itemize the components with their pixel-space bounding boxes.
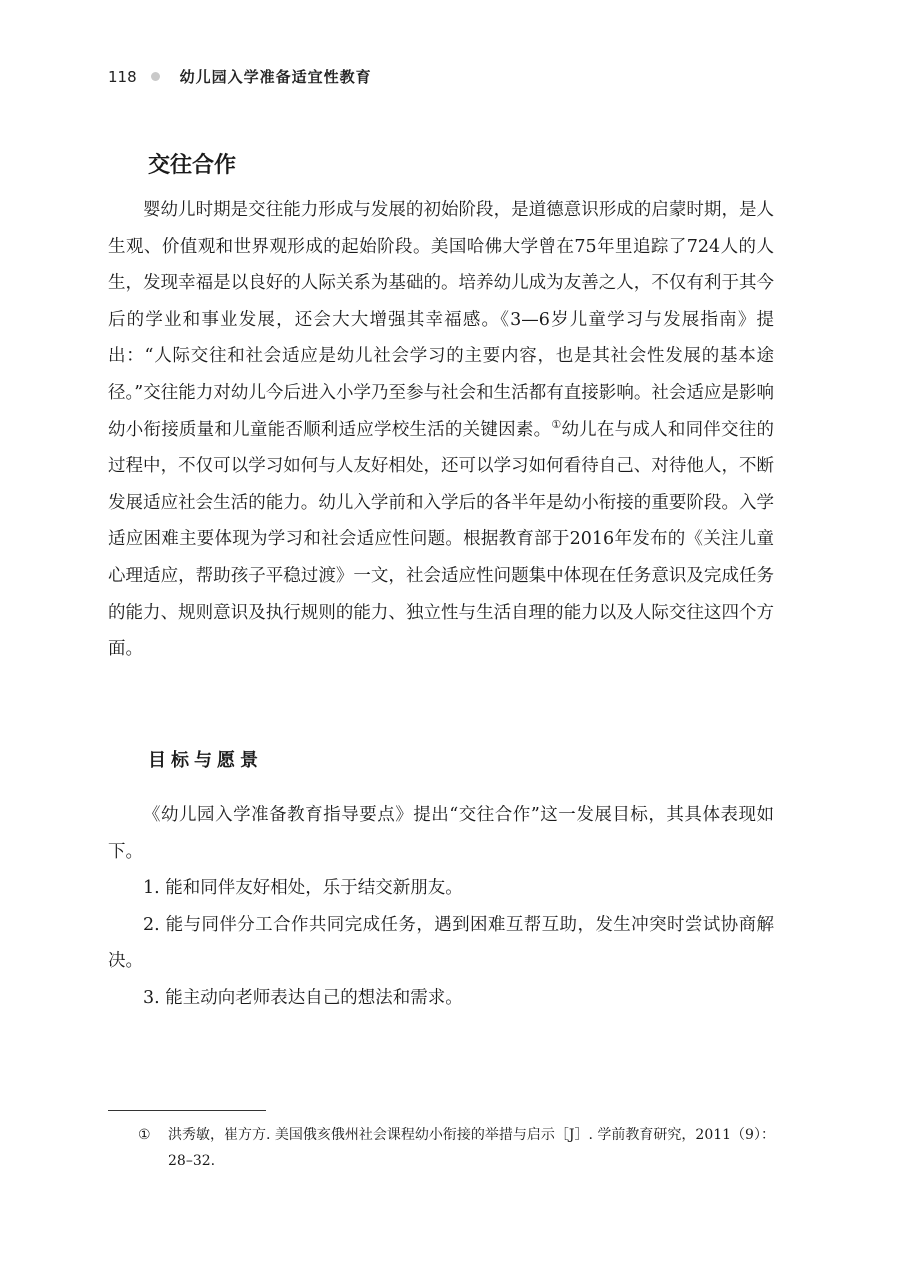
goal-item-1: 1. 能和同伴友好相处，乐于结交新朋友。 (143, 878, 463, 898)
page-number: 118 (108, 67, 137, 86)
goal-list (108, 870, 774, 1016)
goal-item-3: 3. 能主动向老师表达自己的想法和需求。 (143, 987, 463, 1008)
running-header (108, 66, 372, 87)
intro-text-part-2: 幼儿在与成人和同伴交往的过程中，不仅可以学习如何与人友好相处，还可以学习如何看待自己、对待他人，不断发展适应社会生活的能力。幼儿入学前和入学后的各半年是幼小衔接的重要阶段。入学适应困难主要体现为学习和社会适应性问题。根据教育部于2016年发布的《关注儿童心理适应，帮助孩子平稳过渡》一文，社会适应性问题集中体现在任务意识及完成任务的能力、规则意识及执行规则的能力、独立性与生活自理的能力以及人际交往这四个方面。 (108, 419, 775, 660)
intro-text-part-1: 婴幼儿时期是交往能力形成与发展的初始阶段，是道德意识形成的启蒙时期，是人生观、价值观和世界观形成的起始阶段。美国哈佛大学曾在75年里追踪了724人的人生，发现幸福是以良好的人际关系为基础的。培养幼儿成为友善之人，不仅有利于其今后的学业和事业发展，还会大大增强其幸福感。《3—6岁儿童学习与发展指南》提出：“人际交往和社会适应是幼儿社会学习的主要内容，也是其社会性发展的基本途径。”交往能力对幼儿今后进入小学乃至参与社会和生活都有直接影响。社会适应是影响幼小衔接质量和儿童能否顺利适应学校生活的关键因素。 (108, 200, 774, 440)
header-dot-ornament (151, 72, 160, 81)
goal-item-2: 2. 能与同伴分工合作共同完成任务，遇到困难互帮互助，发生冲突时尝试协商解决。 (108, 914, 774, 972)
footnote-reference[interactable]: ① (551, 417, 562, 431)
goals-intro-paragraph: 《幼儿园入学准备教育指导要点》提出“交往合作”这一发展目标，其具体表现如下。 (108, 805, 774, 862)
footnote-number: ① (138, 1127, 151, 1143)
footnote-text: 洪秀敏，崔方方. 美国俄亥俄州社会课程幼小衔接的举措与启示［J］. 学前教育研究，2011（9）：28–32. (168, 1127, 775, 1169)
goals-subtitle: 目标与愿景 (148, 750, 263, 771)
intro-paragraph (108, 192, 774, 668)
book-title: 幼儿园入学准备适宜性教育 (179, 68, 372, 86)
footnote-divider (108, 1110, 266, 1111)
section-title: 交往合作 (148, 153, 237, 178)
footnote (138, 1122, 778, 1174)
